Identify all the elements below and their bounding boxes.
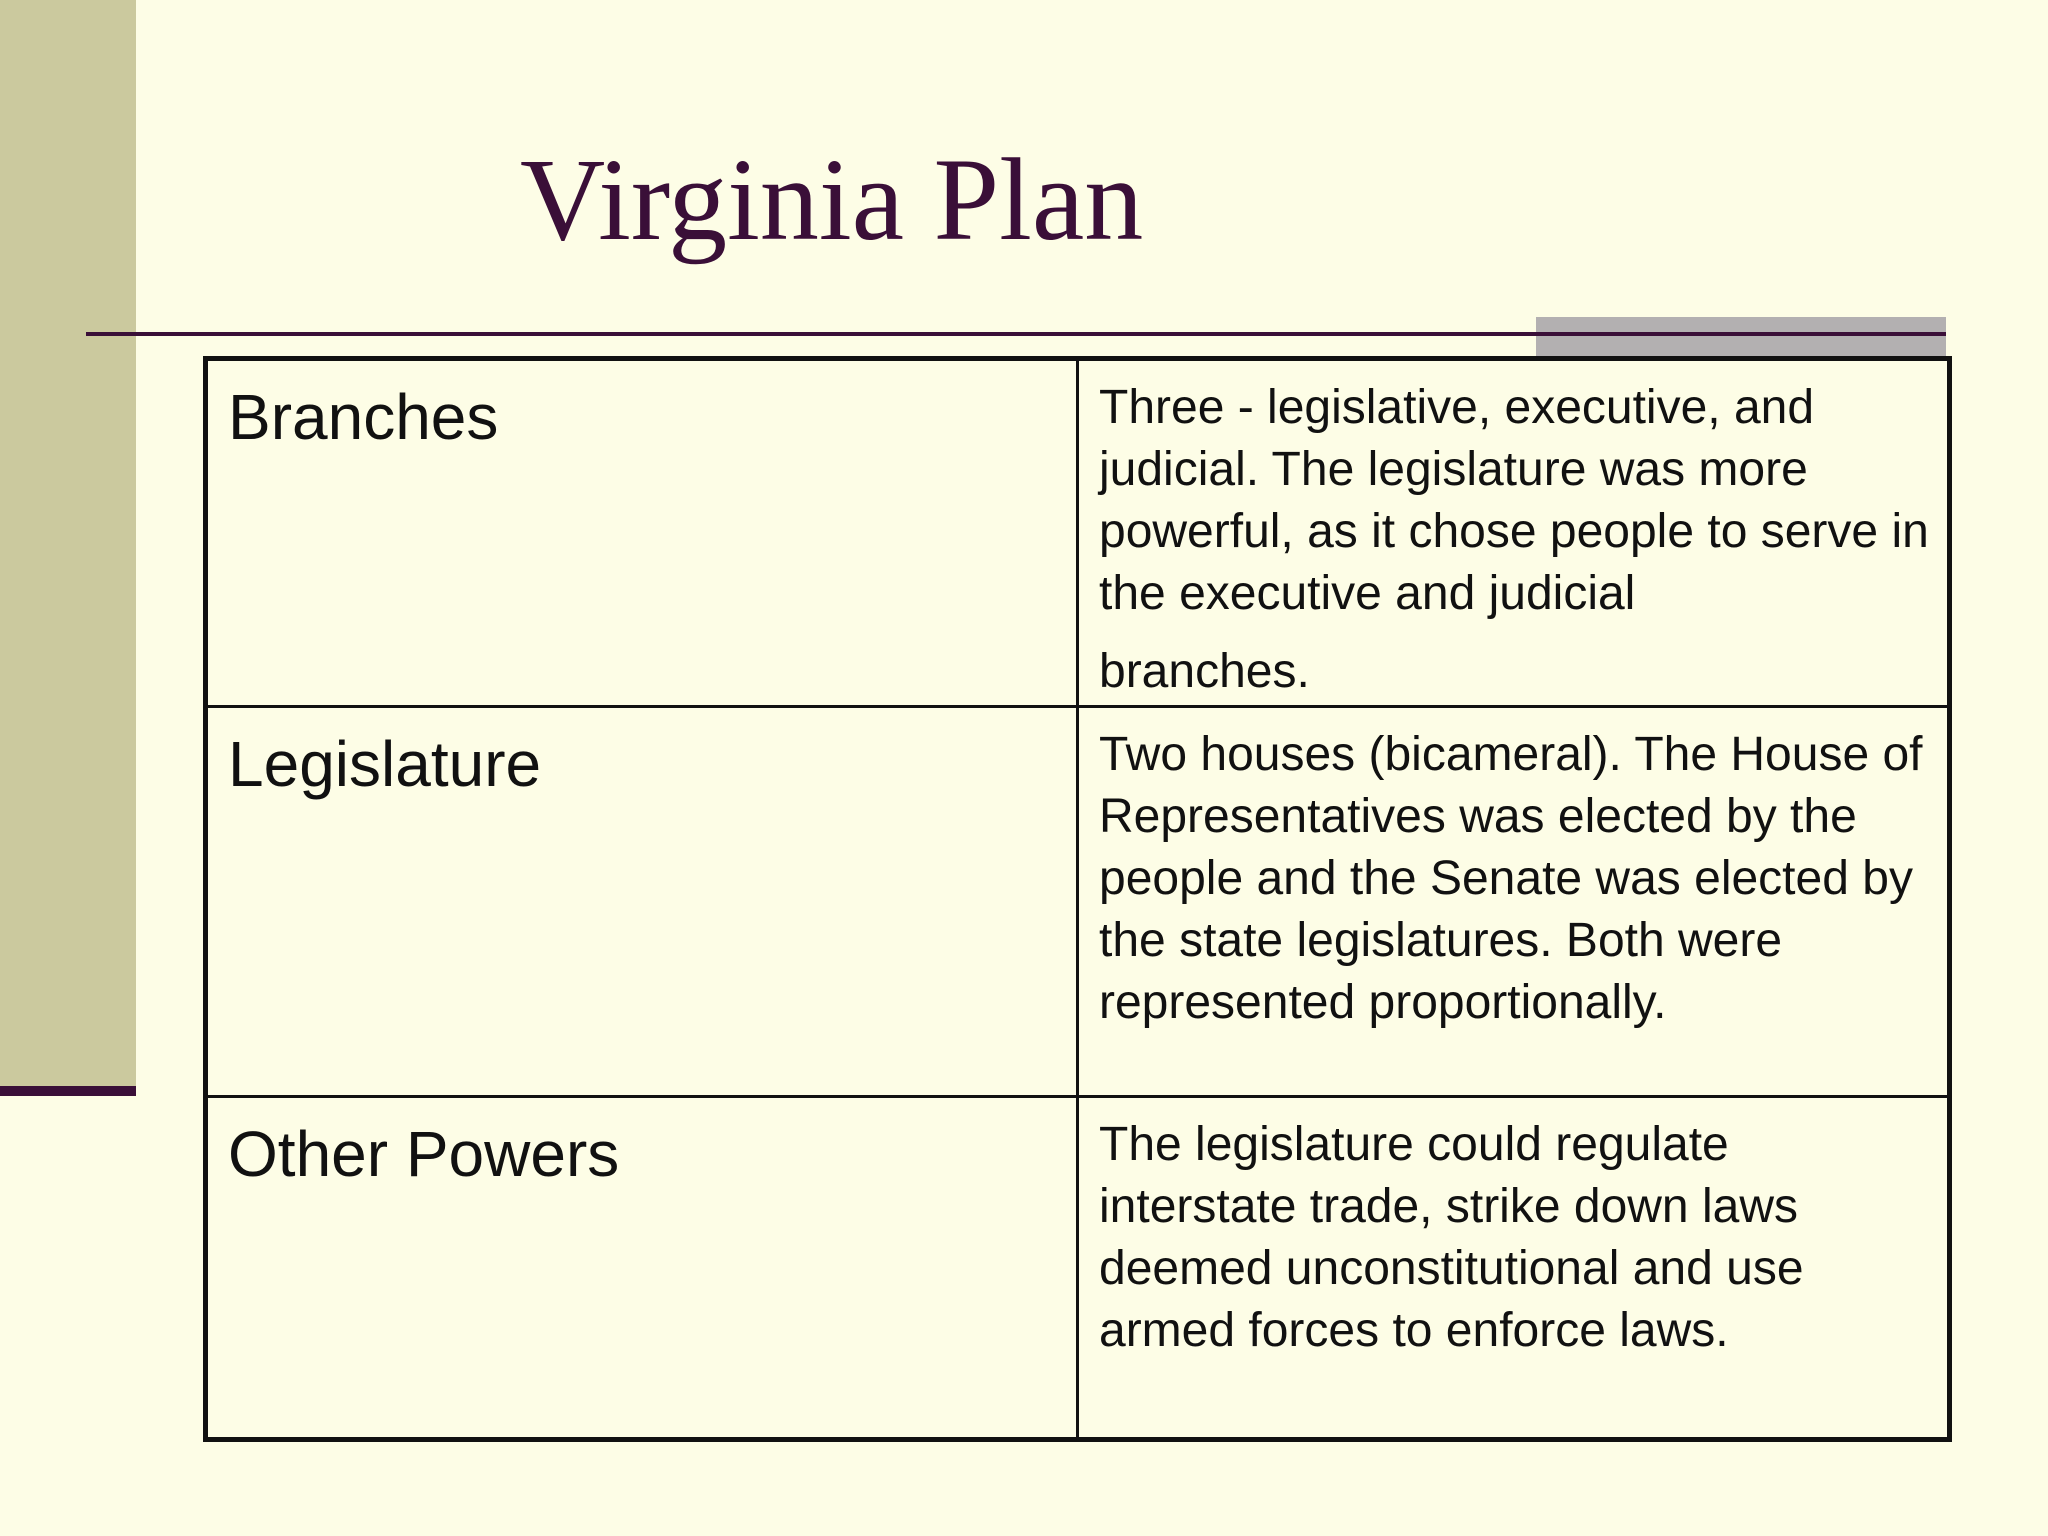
row-description xyxy=(1078,359,1950,707)
row-description: The legislature could regulate interstate trade, strike down laws deemed unconstitutional and use armed forces to enforce laws. xyxy=(1078,1097,1950,1440)
table-row xyxy=(206,707,1950,1097)
title-rule-accent xyxy=(1536,317,1946,357)
virginia-plan-table xyxy=(203,356,1952,1442)
title-rule-accent-line xyxy=(1536,332,1946,336)
slide-title: Virginia Plan xyxy=(520,134,1144,265)
row-label: Legislature xyxy=(206,707,1078,1097)
table-row xyxy=(206,359,1950,707)
left-band-bottom-line xyxy=(0,1086,136,1096)
row-label: Branches xyxy=(206,359,1078,707)
table-row xyxy=(206,1097,1950,1440)
row-description: Two houses (bicameral). The House of Representatives was elected by the people and the Senate was elected by the state legislatures. Both were represented proportionally. xyxy=(1078,707,1950,1097)
row-label: Other Powers xyxy=(206,1097,1078,1440)
description-text: branches. xyxy=(1099,645,1310,698)
left-decorative-band xyxy=(0,0,136,1088)
description-text: Three - legislative, executive, and judicial. The legislature was more powerful, as it chose people to serve in the executive and judicial xyxy=(1099,381,1929,620)
